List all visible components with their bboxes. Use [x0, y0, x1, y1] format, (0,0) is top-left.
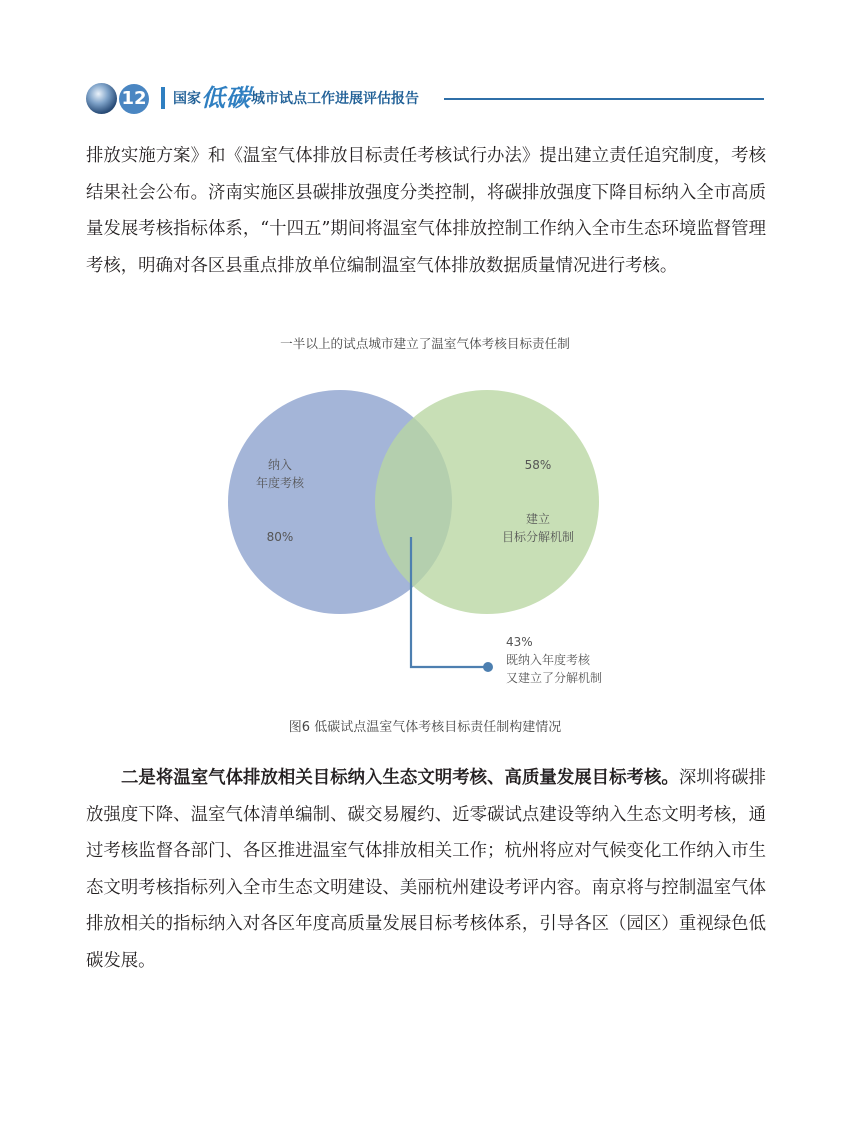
overlap-label-line-1: 既纳入年度考核	[506, 653, 591, 667]
title-highlight: 低碳	[201, 84, 251, 112]
right-percent: 58%	[524, 458, 552, 472]
figure-title: 一半以上的试点城市建立了温室气体考核目标责任制	[280, 336, 570, 351]
left-label-line-2: 年度考核	[255, 476, 305, 490]
venn-circle-target-decomposition	[375, 390, 599, 614]
title-prefix: 国家	[173, 91, 201, 107]
overlap-label-line-2: 又建立了分解机制	[506, 671, 603, 685]
paragraph-body: 深圳将碳排放强度下降、温室气体清单编制、碳交易履约、近零碳试点建设等纳入生态文明考核，通过考核监督各部门、各区推进温室气体排放相关工作；杭州将应对气候变化工作纳入市生态文明考核指标列入全市生态文明建设、美丽杭州建设考评内容。南京将与控制温室气体排放相关的指标纳入对各区年度高质量发展目标考核体系，引导各区（园区）重视绿色低碳发展。	[86, 768, 766, 971]
paragraph-lead: 二是将温室气体排放相关目标纳入生态文明考核、高质量发展目标考核。	[121, 768, 679, 788]
right-label-line-2: 目标分解机制	[501, 530, 575, 544]
title-suffix: 城市试点工作进展评估报告	[251, 91, 419, 107]
right-label-line-1: 建立	[525, 512, 551, 526]
page-number: 12	[119, 84, 149, 114]
overlap-percent: 43%	[506, 635, 533, 649]
figure-caption: 图6 低碳试点温室气体考核目标责任制构建情况	[288, 720, 562, 735]
left-percent: 80%	[266, 530, 294, 544]
callout-dot	[483, 662, 493, 672]
left-label-line-1: 纳入	[267, 458, 293, 472]
body-paragraph-2	[86, 760, 766, 980]
body-paragraph-1: 排放实施方案》和《温室气体排放目标责任考核试行办法》提出建立责任追究制度，考核结果社会公布。济南实施区县碳排放强度分类控制，将碳排放强度下降目标纳入全市高质量发展考核指标体系，“十四五”期间将温室气体排放控制工作纳入全市生态环境监督管理考核，明确对各区县重点排放单位编制温室气体排放数据质量情况进行考核。	[86, 146, 766, 276]
